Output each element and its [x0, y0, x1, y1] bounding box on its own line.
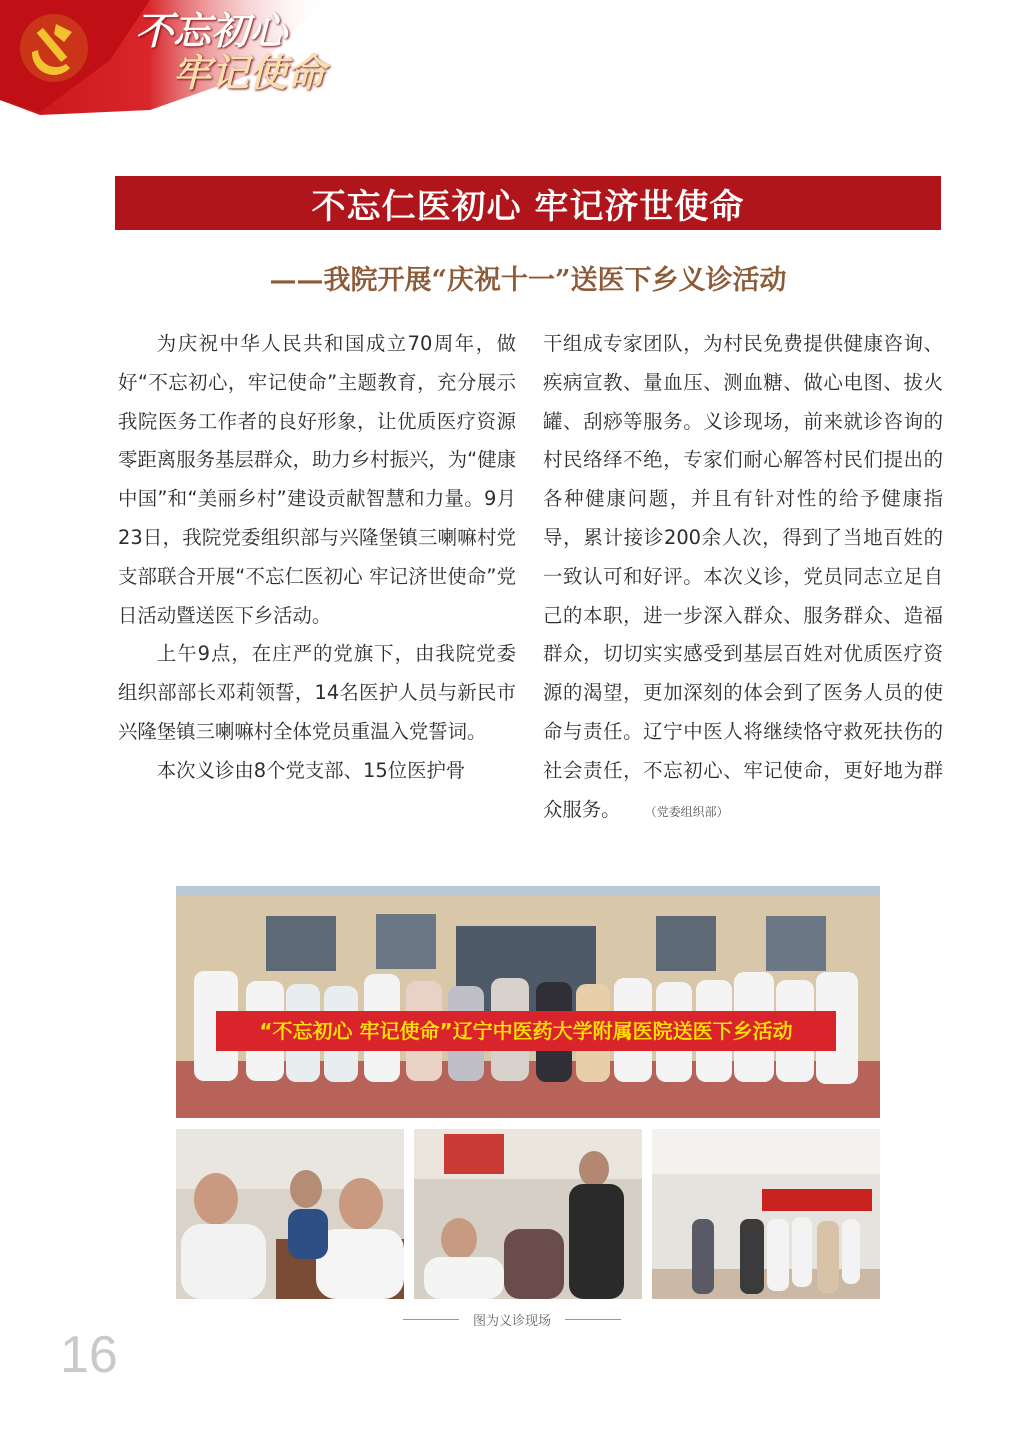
article-credit: （党委组织部） [650, 804, 729, 819]
consultation-photo-2 [414, 1129, 642, 1299]
oath-photo [652, 1129, 880, 1299]
consultation-photo-1 [176, 1129, 404, 1299]
paragraph-3-text: 干组成专家团队，为村民免费提供健康咨询、疾病宣教、量血压、测血糖、做心电图、拔火罐、刮痧等服务。义诊现场，前来就诊咨询的村民络绎不绝，专家们耐心解答村民们提出的各种健康问题，并且有针对性的给予健康指导，累计接诊200余人次，得到了当地百姓的一致认可和好评。本次义诊，党员同志立足自己的本职，进一步深入群众、服务群众、造福群众，切切实实感受到基层百姓对优质医疗资源的渴望，更加深刻的体会到了医务人员的使命与责任。辽宁中医人将继续恪守救死扶伤的社会责任，不忘初心、牢记使命，更好地为群众服务。 [543, 332, 943, 821]
article-title: 不忘仁医初心 牢记济世使命 [311, 186, 745, 227]
article-column-right [543, 325, 943, 831]
article-title-bar [115, 176, 941, 230]
caption-text: 图为义诊现场 [472, 1314, 551, 1329]
event-banner-text: “不忘初心 牢记使命”辽宁中医药大学附属医院送医下乡活动 [259, 1019, 793, 1043]
header-slogan-line1: 不忘初心 [135, 8, 288, 53]
photo-caption [0, 1310, 1024, 1329]
header-banner [0, 0, 330, 120]
paragraph-2: 上午9点，在庄严的党旗下，由我院党委组织部部长邓莉领誓，14名医护人员与新民市兴隆堡镇三喇嘛村全体党员重温入党誓词。 [118, 642, 516, 743]
article-column-left [118, 325, 516, 791]
paragraph-1: 为庆祝中华人民共和国成立70周年，做好“不忘初心，牢记使命”主题教育，充分展示我院医务工作者的良好形象，让优质医疗资源零距离服务基层群众，助力乡村振兴，为“健康中国”和“美丽乡村”建设贡献智慧和力量。9月23日，我院党委组织部与兴隆堡镇三喇嘛村党支部联合开展“不忘仁医初心 牢记济世使命”党日活动暨送医下乡活动。 [118, 332, 516, 627]
party-emblem-icon [18, 12, 90, 84]
page-number: 16 [60, 1326, 118, 1384]
paragraph-3-start: 本次义诊由8个党支部、15位医护骨 [156, 758, 466, 782]
caption-rule-left [403, 1319, 459, 1320]
header-slogan-line2: 牢记使命 [173, 50, 326, 95]
article-subtitle: ——我院开展“庆祝十一”送医下乡义诊活动 [269, 265, 787, 296]
main-group-photo [176, 886, 880, 1118]
caption-rule-right [565, 1319, 621, 1320]
paragraph-3-continued [543, 325, 943, 831]
